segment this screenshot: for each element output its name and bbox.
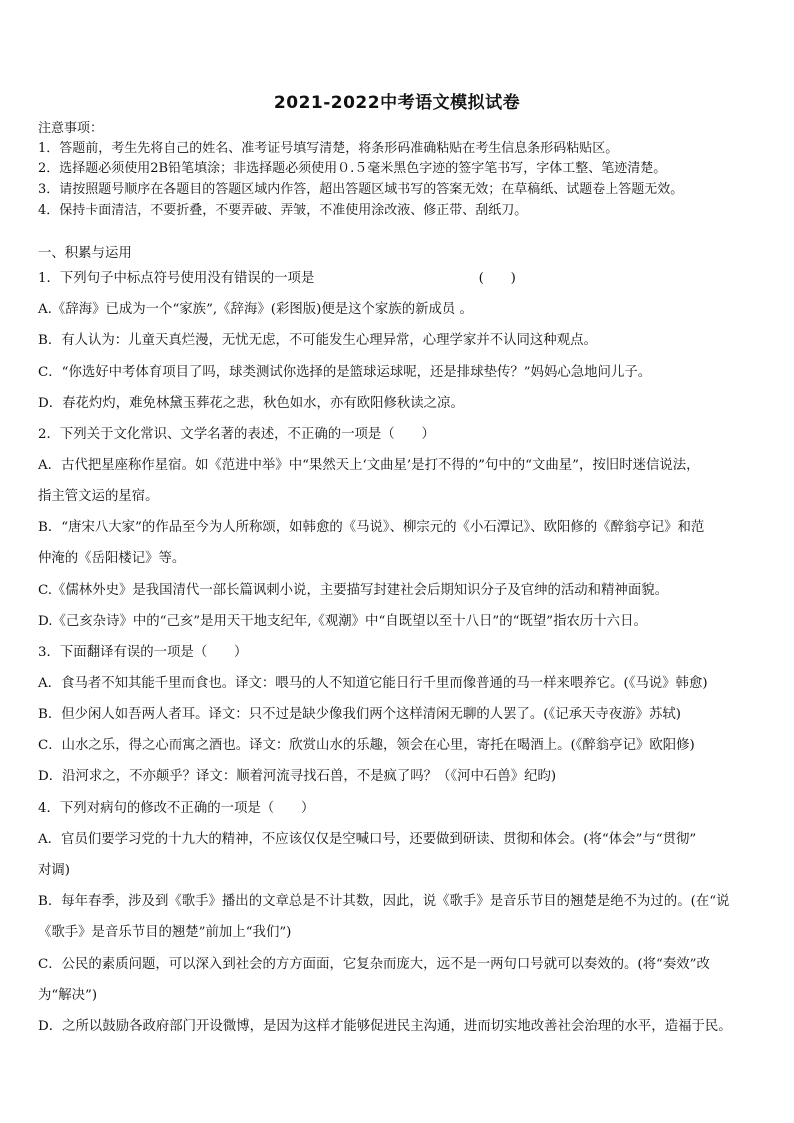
notes-item: 2．选择题必须使用2B铅笔填涂；非选择题必须使用０.５毫米黑色字迹的签字笔书写，字体工整、笔迹清楚。 [38,161,667,176]
question-option: D．沿河求之，不亦颠乎？译文：顺着河流寻找石兽，不是疯了吗？（《河中石兽》纪昀) [38,769,557,784]
question-option: C．山水之乐，得之心而寓之酒也。译文：欣赏山水的乐趣，领会在心里，寄托在喝酒上。(《醉翁亭记》欧阳修) [38,738,695,753]
question-option: A.《辞海》已成为一个“家族”,《辞海》(彩图版)便是这个家族的新成员 。 [38,302,473,317]
answer-paren: ( ) [478,271,516,286]
question-stem: 4．下列对病句的修改不正确的一项是（ ） [38,801,315,816]
question-option: A．食马者不知其能千里而食也。译文：喂马的人不知道它能日行千里而像普通的马一样来喂养它。(《马说》韩愈) [38,676,708,691]
question-stem [38,270,516,288]
question-option: C.《儒林外史》是我国清代一部长篇讽刺小说，主要描写封建社会后期知识分子及官绅的活动和精神面貌。 [38,583,668,598]
page-title: 2021-2022中考语文模拟试卷 [273,93,521,113]
question-option: B．但少闲人如吾两人者耳。译文：只不过是缺少像我们两个这样清闲无聊的人罢了。(《记承天寺夜游》苏轼) [38,707,681,722]
question-option: B．有人认为：儿童天真烂漫，无忧无虑，不可能发生心理异常，心理学家并不认同这种观点。 [38,333,597,348]
question-option: C．公民的素质问题，可以深入到社会的方方面面，它复杂而庞大，远不是一两句口号就可以奏效的。(将“奏效”改 [38,957,710,972]
question-option: D.《己亥杂诗》中的“己亥”是用天干地支纪年,《观潮》中“自既望以至十八日”的“既望”指农历十六日。 [38,614,647,629]
notes-item: 1．答题前，考生先将自己的姓名、准考证号填写清楚，将条形码准确粘贴在考生信息条形码粘贴区。 [38,141,619,156]
question-option: 为“解决”) [38,988,98,1003]
notes-item: 3．请按照题号顺序在各题目的答题区域内作答，超出答题区域书写的答案无效；在草稿纸、试题卷上答题无效。 [38,182,684,197]
section-heading: 一、积累与运用 [38,246,132,261]
question-option: 对调) [38,863,71,878]
notes-item: 4．保持卡面清洁，不要折叠，不要弄破、弄皱，不准使用涂改液、修正带、刮纸刀。 [38,203,528,218]
question-option: A．官员们要学习党的十九大的精神，不应该仅仅是空喊口号，还要做到研读、贯彻和体会。(将“体会”与“贯彻” [38,832,697,847]
question-option: D．之所以鼓励各政府部门开设微博，是因为这样才能够促进民主沟通，进而切实地改善社会治理的水平，造福于民。 [38,1019,732,1034]
question-option: B．每年春季，涉及到《歌手》播出的文章总是不计其数，因此，说《歌手》是音乐节目的翘楚是绝不为过的。(在“说 [38,894,730,909]
question-option: 《歌手》是音乐节目的翘楚”前加上“我们”) [38,925,292,940]
question-stem-text: 1．下列句子中标点符号使用没有错误的一项是 [38,271,315,286]
question-option: 指主管文运的星宿。 [38,489,159,504]
notes-heading: 注意事项： [38,121,104,136]
question-option: D．春花灼灼，难免林黛玉葬花之悲，秋色如水，亦有欧阳修秋读之凉。 [38,396,464,411]
question-option: B．“唐宋八大家”的作品至今为人所称颂，如韩愈的《马说》、柳宗元的《小石潭记》、欧阳修的《醉翁亭记》和范 [38,520,705,535]
question-option: C．“你选好中考体育项目了吗，球类测试你选择的是篮球运球呢，还是排球垫传？”妈妈心急地问儿子。 [38,365,652,380]
question-option: 仲淹的《岳阳楼记》等。 [38,551,186,566]
question-stem: 2．下列关于文化常识、文学名著的表述，不正确的一项是（ ） [38,427,435,442]
question-stem: 3．下面翻译有误的一项是（ ） [38,645,248,660]
question-option: A．古代把星座称作星宿。如《范进中举》中“果然天上‘文曲星’是打不得的”句中的“文曲星”，按旧时迷信说法， [38,458,700,473]
